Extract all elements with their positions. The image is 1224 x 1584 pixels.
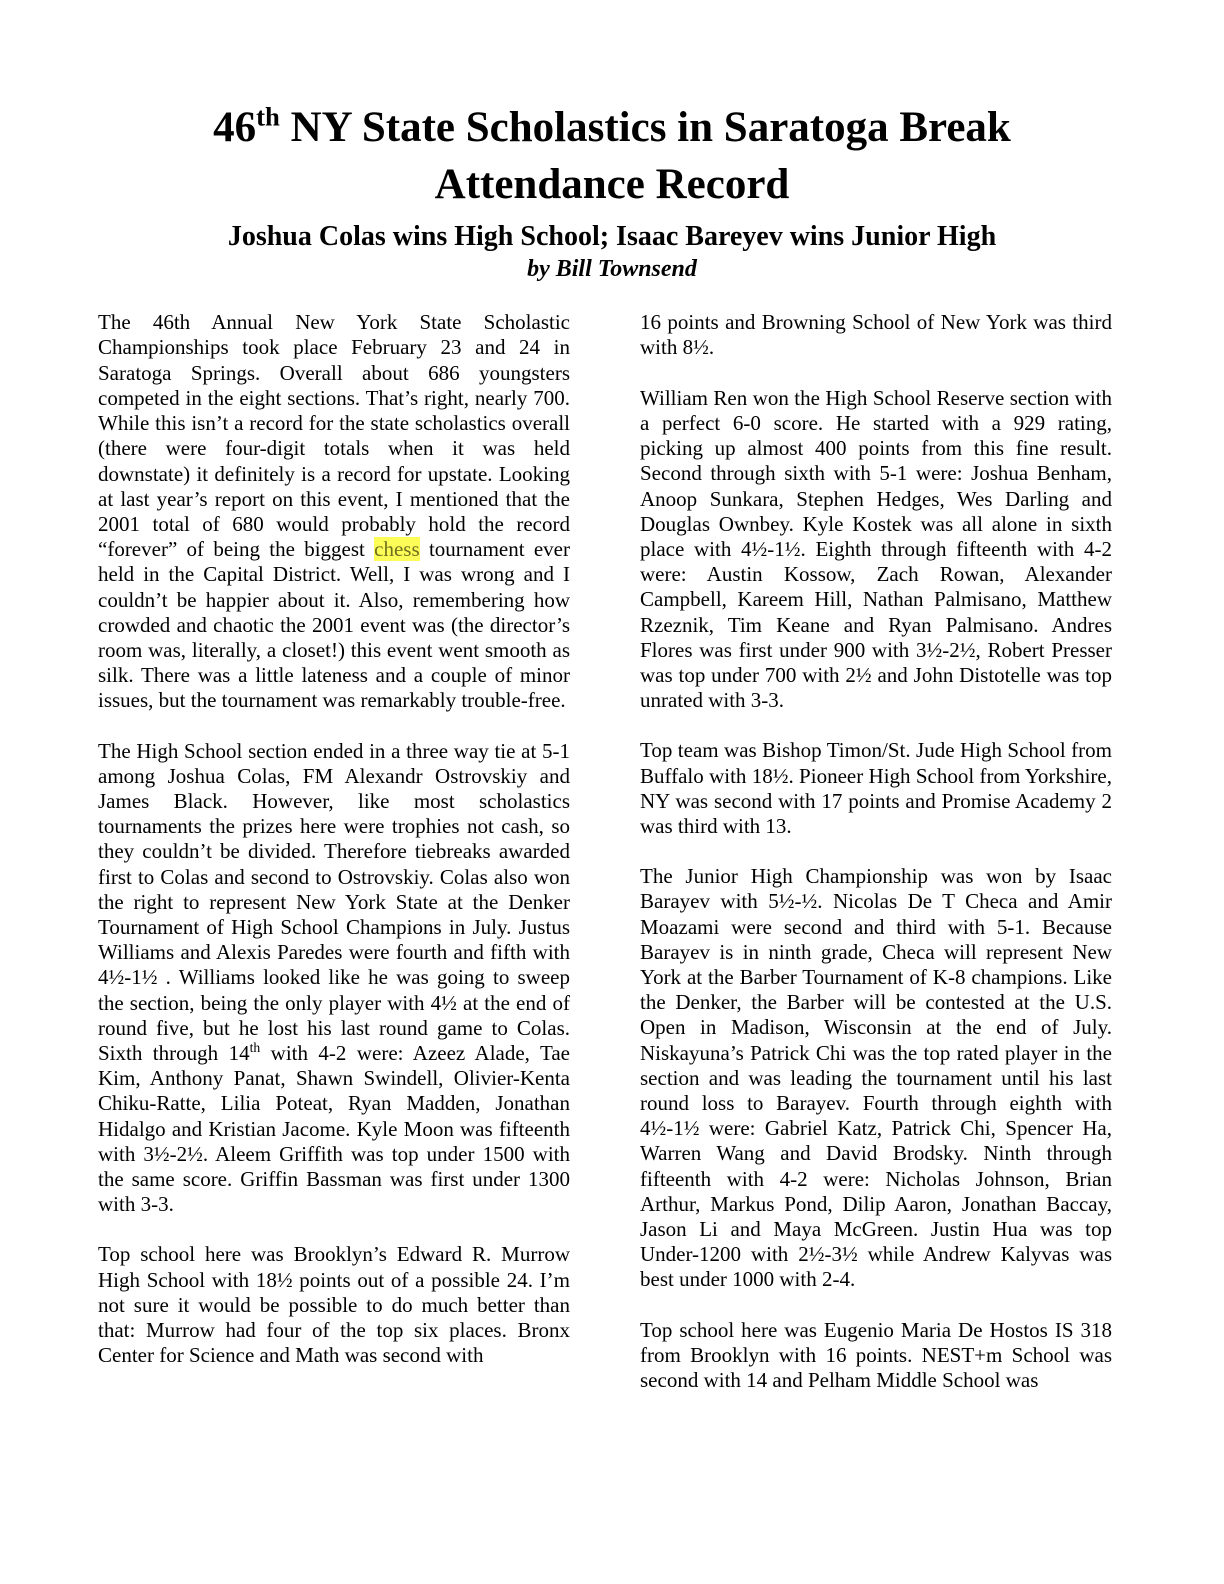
text-run: tournament ever held in the Capital District. Well, I was wrong and I couldn’t be happier about it. Also, remembering how crowded and chaotic the 2001 event was (the director’s room was, literally, a closet!) this event went smooth as silk. There was a little lateness and a couple of minor issues, but the tournament was remarkably trouble-free. (98, 537, 570, 713)
text-run: William Ren won the High School Reserve section with a perfect 6-0 score. He started with a 929 rating, picking up almost 400 points from this fine result. Second through sixth with 5-1 were: Joshua Benham, Anoop Sunkara, Stephen Hedges, Wes Darling and Douglas Ownbey. Kyle Kostek was all alone in sixth place with 4½-1½. Eighth through fifteenth with 4-2 were: Austin Kossow, Zach Rowan, Alexander Campbell, Kareem Hill, Nathan Palmisano, Matthew Rzeznik, Tim Keane and Ryan Palmisano. Andres Flores was first under 900 with 3½-2½, Robert Presser was top under 700 with 2½ and John Distotelle was top unrated with 3-3. (640, 385, 1112, 713)
text-run: The High School section ended in a three way tie at 5-1 among Joshua Colas, FM Alexandr Ostrovskiy and James Black. However, like most scholastics tournaments the prizes here were trophies not cash, so they couldn’t be divided. Therefore tiebreaks awarded first to Colas and second to Ostrovskiy. Colas also won the right to represent New York State at the Denker Tournament of High School Champions in July. Justus Williams and Alexis Paredes were fourth and fifth with 4½-1½ . Williams looked like he was going to sweep the section, being the only player with 4½ at the end of round five, but he lost his last round game to Colas. Sixth through 14 (98, 738, 570, 1065)
body-columns (0, 310, 1224, 1418)
text-run: The Junior High Championship was won by Isaac Barayev with 5½-½. Nicolas De T Checa and Amir Moazami were second and third with 5-1. Because Barayev is in ninth grade, Checa will represent New York at the Barber Tournament of K-8 champions. Like the Denker, the Barber will be contested at the U.S. Open in Madison, Wisconsin at the end of July. Niskayuna’s Patrick Chi was the top rated player in the section and was leading the tournament until his last round loss to Barayev. Fourth through eighth with 4½-1½ were: Gabriel Katz, Patrick Chi, Spencer Ha, Warren Wang and David Brodsky. Ninth through fifteenth with 4-2 were: Nicholas Johnson, Brian Arthur, Markus Pond, Dilip Aaron, Jonathan Baccay, Jason Li and Maya McGreen. Justin Hua was top Under-1200 with 2½-3½ while Andrew Kalyvas was best under 1000 with 2-4. (640, 864, 1112, 1292)
title-line-1-text: NY State Scholastics in Saratoga Break (279, 104, 1011, 151)
title-line-2: Attendance Record (434, 160, 790, 208)
paragraph (640, 386, 1112, 714)
title-ordinal-superscript: th (256, 101, 280, 132)
title-line-1 (0, 100, 1224, 157)
right-column (640, 310, 1112, 1418)
paragraph (98, 739, 570, 1218)
left-column (98, 310, 570, 1418)
article-header (0, 0, 1224, 283)
title-number: 46 (213, 104, 257, 151)
article-byline: by Bill Townsend (527, 255, 697, 282)
ordinal-superscript: th (249, 1039, 261, 1055)
text-run: Top school here was Eugenio Maria De Hostos IS 318 from Brooklyn with 16 points. NEST+m School was second with 14 and Pelham Middle School was (640, 1317, 1112, 1392)
paragraph (98, 1242, 570, 1368)
paragraph (640, 738, 1112, 839)
paragraph (640, 864, 1112, 1292)
article-subtitle: Joshua Colas wins High School; Isaac Bareyev wins Junior High (227, 220, 997, 252)
text-run: The 46th Annual New York State Scholastic Championships took place February 23 and 24 in Saratoga Springs. Overall about 686 youngsters competed in the eight sections. That’s right, nearly 700. While this isn’t a record for the state scholastics overall (there were four-digit totals when it was held downstate) it definitely is a record for upstate. Looking at last year’s report on this event, I mentioned that the 2001 total of 680 would probably hold the record “forever” of being the biggest (98, 310, 570, 562)
text-run: with 4-2 were: Azeez Alade, Tae Kim, Anthony Panat, Shawn Swindell, Olivier-Kenta Chiku-Ratte, Lilia Poteat, Ryan Madden, Jonathan Hidalgo and Kristian Jacome. Kyle Moon was fifteenth with 3½-2½. Aleem Griffith was top under 1500 with the same score. Griffin Bassman was first under 1300 with 3-3. (98, 1040, 570, 1217)
article-title (0, 100, 1224, 214)
text-run: 16 points and Browning School of New York was third with 8½. (640, 310, 1112, 360)
paragraph (640, 310, 1112, 360)
highlighted-text: chess (374, 537, 420, 562)
paragraph (98, 310, 570, 713)
text-run: Top team was Bishop Timon/St. Jude High School from Buffalo with 18½. Pioneer High School from Yorkshire, NY was second with 17 points and Promise Academy 2 was third with 13. (640, 738, 1112, 838)
text-run: Top school here was Brooklyn’s Edward R. Murrow High School with 18½ points out of a possible 24. I’m not sure it would be possible to do much better than that: Murrow had four of the top six places. Bronx Center for Science and Math was second with (98, 1242, 570, 1368)
paragraph (640, 1318, 1112, 1394)
